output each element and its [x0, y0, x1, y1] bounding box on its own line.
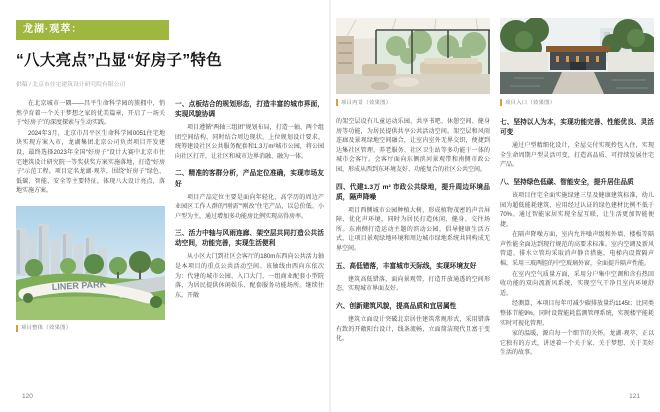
right-page-columns — [336, 118, 654, 359]
section-8-paragraph-3: 在室内空气质量方面，采用分户集中空调和含有热回收功能的双向流新风系统，实现空气干净且室内环境舒适。 — [500, 271, 654, 297]
intro-paragraph-1: 在北京城市一隅——昌平生命科学园的簇拥中，悄然孕育着一个关于梦想之家的优美篇章，开启了一场关于“好房子”的深度探索与生动实践。 — [16, 101, 165, 127]
section-7-body: 通过户型精细化设计，全屋交付实现拎包入住，实现全生命周期户型灵活可变，打造高品质、可持续发展住宅产品。 — [500, 143, 654, 169]
caption-text: 项目整体（效果图） — [21, 324, 72, 331]
section-3-body: 从小区大门到社区会客厅的180m东西向公共活力轴是本项目的重点公共活动空间。该轴线由西向东依次为：代建的城市公园、入口大门、一组商业配套小型院落，为居民提供休闲娱乐、配套服务功能场所。继续往东，开敞 — [175, 254, 324, 299]
park-render-image — [16, 206, 165, 332]
section-4-body: 项目西侧城市公园种植大树，形成植物茂密的声音屏障、优化声环境，同时为居民打造休闲、健身、交往场所。东南侧打造运动主题的滨动公园，倡导健康生活方式，让项目景观绿地环境和周边城市绿地系统共同构成无界空间。 — [336, 207, 490, 253]
interior-render-block — [336, 18, 490, 106]
section-1-heading: 一、点板结合的规划形态，打造丰富的城市界面，实现风貌协调 — [175, 101, 324, 119]
section-8-paragraph-4: 经测算，本项目每年可减少碳排放量约1145t；比同类整体节能9%，同时设置能耗监测管理系统，实现楼宇能耗实时可视化管理。 — [500, 301, 654, 327]
park-sign-text: LINER PARK — [51, 279, 107, 292]
caption-text: 项目内景（效果图） — [341, 100, 392, 106]
article-byline: 供稿 / 北京市住宅建筑设计研究院有限公司 — [16, 82, 126, 88]
section-7-heading: 七、坚持以人为本，实现功能完善、性能优良、灵活可变 — [500, 119, 654, 137]
right-column-2 — [500, 118, 654, 359]
right-page — [336, 18, 654, 359]
closing-paragraph: 家的温暖，源自每一个细节的关怀。龙湖·观萃，正以它独有的方式，讲述着一个关于家、关于梦想、关于美好生活的故事。 — [500, 331, 654, 357]
caption-bar-icon — [336, 99, 338, 106]
left-column-1 — [16, 100, 165, 332]
park-render-illustration — [16, 206, 165, 320]
left-image-caption — [16, 324, 165, 332]
continuation-paragraph: 的架空层设有儿童运动乐园、共享书吧、休憩空间、健身房等功能，为居民提供共享公共活动空间。架空层和风雨连廊及景观绿地空间融合，让室内室外无界交织，便捷到达集社区管理、养老服务、社区卫生站等多功能于一体的城市会客厅。会客厅面向东侧滨河景观带和南侧市政公园，形成从西到东环境友好、功能复合的社区公共空间。 — [336, 119, 490, 173]
entrance-render-illustration — [500, 18, 654, 94]
section-5-heading: 五、高低错落，丰富城市天际线，实现环境友好 — [336, 262, 477, 270]
caption-bar-icon — [500, 99, 502, 106]
intro-paragraph-2: 2024年3月，北京市昌平区生命科学园0051住宅地块实现方案入市，龙湖集团北京公司负责项目开发建设，最终选择2023年全国“好房子”设计大赛中北京市住宅建筑设计研究院一等奖获奖方案实施落地，打造“好房子”示范工程。项目定名龙湖·观萃，围绕“好房子”绿色、低碳、智能、安全等主要特征，体现八大设计亮点，落地实施方案。 — [16, 130, 165, 195]
entrance-image-caption — [500, 98, 654, 106]
left-page — [16, 20, 324, 332]
section-3-heading: 三、活力中轴与风雨连廊、架空层共同打造公共活动空间，功能完善，实现生活便利 — [175, 230, 324, 248]
left-page-columns — [16, 100, 324, 332]
interior-render-illustration — [336, 18, 490, 94]
section-8-paragraph-2: 在隔声降噪方面，室内允许噪声级和外墙、楼板等隔声性能全面达到现行规范的高要求标准。室内空调及新风管道、排水立管均采取消声静音措施，电梯内设置隔声棉，采用三玻两腔的中空玻璃外窗，全面提升隔声性能。 — [500, 232, 654, 268]
project-tag: 龙湖·观萃： — [16, 20, 169, 40]
interior-image-caption — [336, 98, 490, 106]
section-8-paragraph-1: 该项目住宅全面实施绿建三星及健康建筑标准，幼儿园为超低能耗建筑，应用经过认证的绿色建材比例不低于70%。通过智能家居实现全屋互联，让生活更加智能便捷。 — [500, 192, 654, 228]
section-4-heading: 四、代建1.3万 m² 市政公共绿地，提升周边环境品质，隔声降噪 — [336, 183, 490, 201]
caption-bar-icon — [16, 325, 18, 332]
section-8-heading: 八、坚持绿色低碳、智能安全，提升居住品质 — [500, 178, 634, 186]
section-2-body: 项目产品定位主要是面向年轻化、高学历的周边产业园区工作人群的“刚需”“刚改”住宅产品，以总价低、小户型为主，通过增加多功能房比例实现高得房率。 — [175, 194, 324, 220]
section-2-heading: 二、精准的客群分析，产品定位准确，实现市场友好 — [175, 170, 324, 188]
right-page-images — [336, 18, 654, 106]
entrance-render-block — [500, 18, 654, 106]
caption-text: 项目入口（效果图） — [505, 100, 556, 106]
page-number-right: 121 — [629, 393, 640, 400]
section-5-body: 建筑高低错落，面向景观带，打造开放通透的空间形态，实现城市界面友好。 — [336, 276, 490, 293]
page-number-left: 120 — [22, 393, 33, 400]
section-1-body: 项目遵循“两轴三组团”规划布局，打造一轴、两个组团空间结构，同时结合周边现状、上位规划设计要求，统筹建设社区公共服务配套和1.3万m²城市公园，将公园向社区打开，让社区和城市边界消融、融为一体。 — [175, 125, 324, 160]
section-6-body: 建筑立面设计突破北京居住建筑常规形式，采用错落有致的开敞阳台设计，线条流畅，立面简洁现代且富于变化。 — [336, 316, 490, 343]
left-column-2 — [175, 100, 324, 332]
section-6-heading: 六、创新建筑风貌，提高品质和宜居属性 — [336, 302, 457, 310]
page-gutter — [329, 0, 331, 412]
right-column-1 — [336, 118, 490, 359]
article-headline: “八大亮点”凸显“好房子”特色 — [16, 52, 223, 69]
